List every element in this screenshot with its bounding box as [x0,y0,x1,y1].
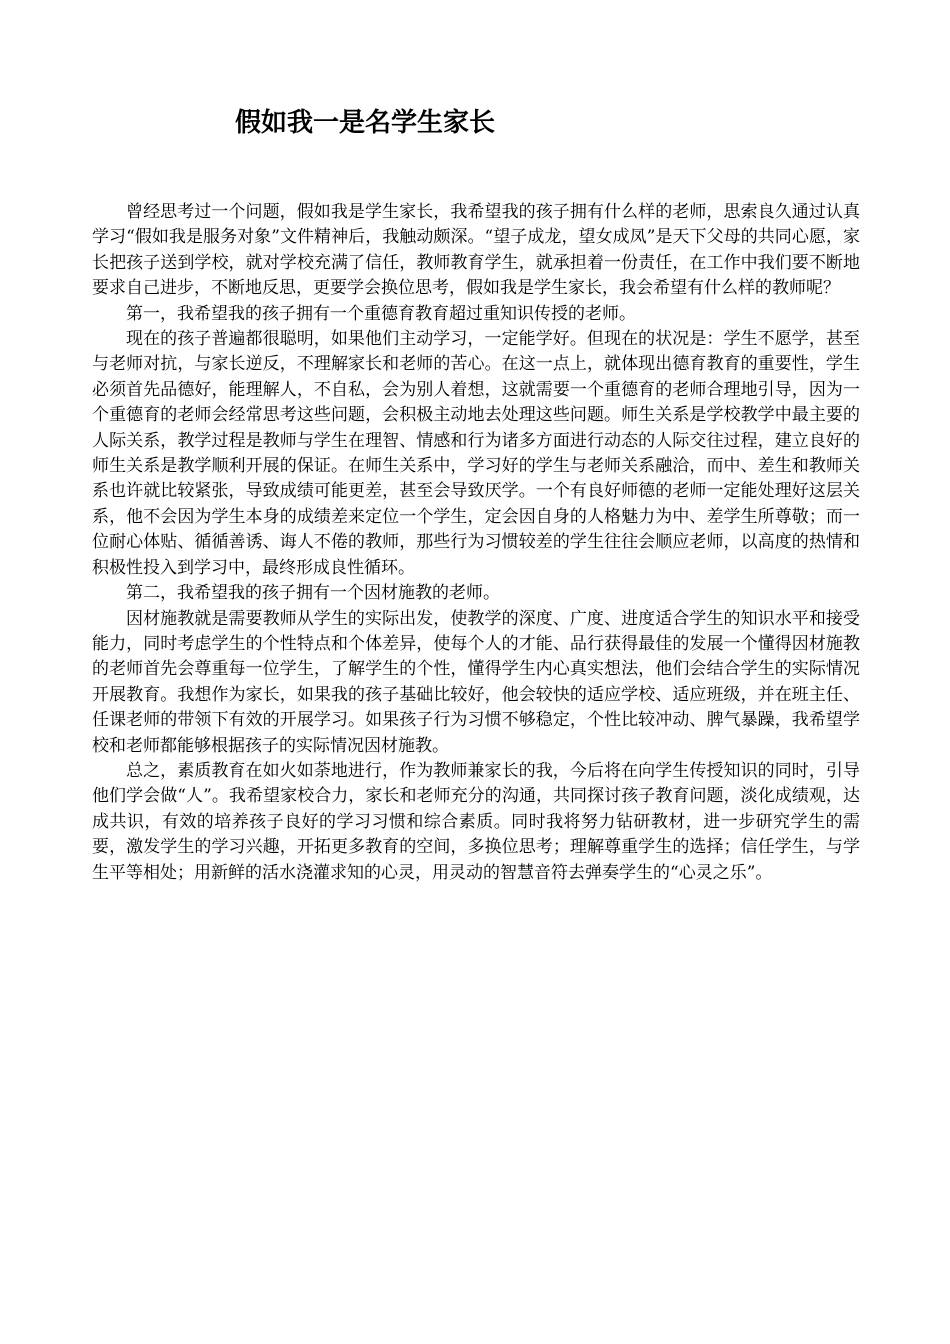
point-one-paragraph: 现在的孩子普遍都很聪明，如果他们主动学习，一定能学好。但现在的状况是：学生不愿学，甚至与老师对抗，与家长逆反，不理解家长和老师的苦心。在这一点上，就体现出德育教育的重要性，学生必须首先品德好，能理解人，不自私，会为别人着想，这就需要一个重德育的老师合理地引导，因为一个重德育的老师会经常思考这些问题，会积极主动地去处理这些问题。师生关系是学校教学中最主要的人际关系，教学过程是教师与学生在理智、情感和行为诸多方面进行动态的人际交往过程，建立良好的师生关系是教学顺利开展的保证。在师生关系中，学习好的学生与老师关系融洽，而中、差生和教师关系也许就比较紧张，导致成绩可能更差，甚至会导致厌学。一个有良好师德的老师一定能处理好这层关系，他不会因为学生本身的成绩差来定位一个学生，定会因自身的人格魅力为中、差学生所尊敬；而一位耐心体贴、循循善诱、诲人不倦的教师，那些行为习惯较差的学生往往会顺应老师，以高度的热情和积极性投入到学习中，最终形成良性循环。 [92,329,860,578]
point-two-paragraph: 因材施教就是需要教师从学生的实际出发，使教学的深度、广度、进度适合学生的知识水平和接受能力，同时考虑学生的个性特点和个体差异，使每个人的才能、品行获得最佳的发展一个懂得因材施教的老师首先会尊重每一位学生，了解学生的个性，懂得学生内心真实想法，他们会结合学生的实际情况开展教育。我想作为家长，如果我的孩子基础比较好，他会较快的适应学校、适应班级，并在班主任、任课老师的带领下有效的开展学习。如果孩子行为习惯不够稳定，个性比较冲动、脾气暴躁，我希望学校和老师都能够根据孩子的实际情况因材施教。 [92,608,860,756]
intro-paragraph: 曾经思考过一个问题，假如我是学生家长，我希望我的孩子拥有什么样的老师，思索良久通过认真学习“假如我是服务对象”文件精神后，我触动颇深。“望子成龙，望女成凤”是天下父母的共同心愿，家长把孩子送到学校，就对学校充满了信任，教师教育学生，就承担着一份责任，在工作中我们要不断地要求自己进步，不断地反思，更要学会换位思考，假如我是学生家长，我会希望有什么样的教师呢？ [92,202,860,299]
conclusion-paragraph: 总之，素质教育在如火如荼地进行，作为教师兼家长的我，今后将在向学生传授知识的同时，引导他们学会做“人”。我希望家校合力，家长和老师充分的沟通，共同探讨孩子教育问题，淡化成绩观，达成共识，有效的培养孩子良好的学习习惯和综合素质。同时我将努力钻研教材，进一步研究学生的需要，激发学生的学习兴趣，开拓更多教育的空间，多换位思考；理解尊重学生的选择；信任学生，与学生平等相处；用新鲜的活水浇灌求知的心灵，用灵动的智慧音符去弹奏学生的“心灵之乐”。 [92,760,860,883]
document-body [92,200,860,886]
point-one-heading: 第一，我希望我的孩子拥有一个重德育教育超过重知识传授的老师。 [126,303,636,324]
point-two-heading: 第二，我希望我的孩子拥有一个因材施教的老师。 [126,583,500,604]
document-title: 假如我一是名学生家长 [235,108,496,138]
